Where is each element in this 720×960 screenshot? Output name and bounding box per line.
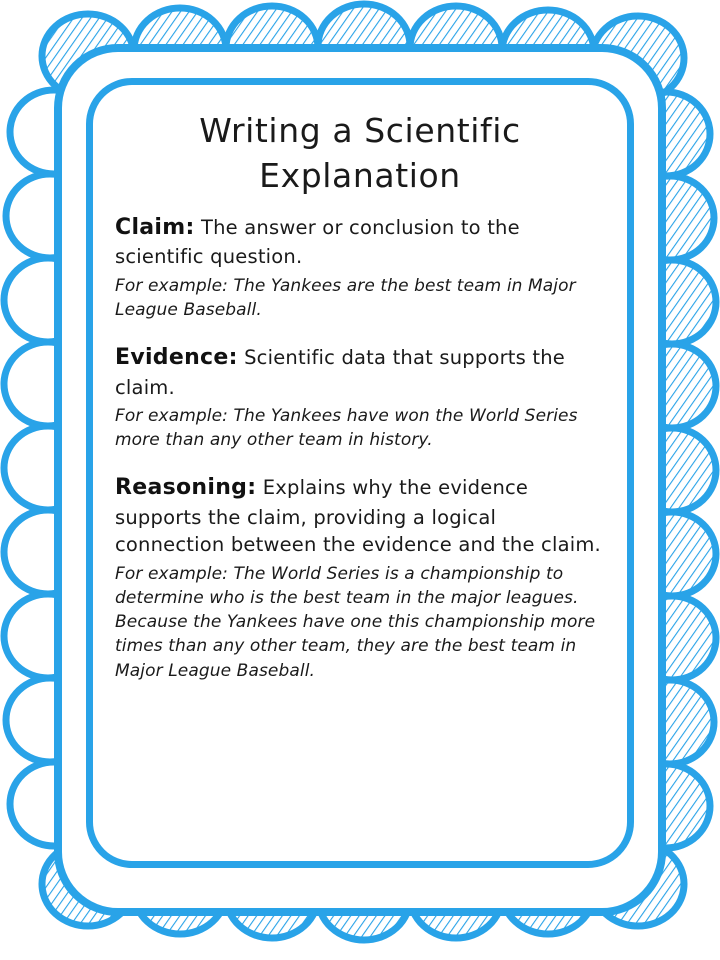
- evidence-example-label: For example:: [115, 406, 228, 427]
- evidence-definition-paragraph: [115, 342, 605, 401]
- page-title-line-2: Explanation: [259, 155, 461, 195]
- reasoning-definition-paragraph: [115, 472, 605, 559]
- evidence-example-text: The Yankees have won the World Series more than any other team in history.: [115, 406, 578, 451]
- reasoning-definition: Explains why the evidence supports the claim, providing a logical connection between the evidence and the claim.: [115, 476, 601, 557]
- claim-definition: The answer or conclusion to the scientific question.: [115, 216, 520, 269]
- reasoning-example-text: The World Series is a championship to determine who is the best team in the major leagues. Because the Yankees have one this championship more times than any other team, they are the best team in Major League Baseball.: [115, 564, 596, 681]
- claim-example-paragraph: [115, 274, 605, 322]
- page-title-line-1: Writing a Scientific: [199, 111, 521, 150]
- content-card: [86, 78, 634, 868]
- page-title: [115, 109, 605, 198]
- reasoning-example-label: For example:: [115, 564, 228, 585]
- evidence-example-paragraph: [115, 404, 605, 452]
- reasoning-term: Reasoning:: [115, 475, 257, 501]
- evidence-term: Evidence:: [115, 345, 238, 371]
- claim-definition-paragraph: [115, 212, 605, 271]
- section-claim: [115, 212, 605, 322]
- section-reasoning: [115, 472, 605, 682]
- claim-example-text: The Yankees are the best team in Major League Baseball.: [115, 276, 576, 321]
- claim-example-label: For example:: [115, 276, 228, 297]
- evidence-definition: Scientific data that supports the claim.: [115, 346, 565, 399]
- reasoning-example-paragraph: [115, 562, 605, 683]
- section-evidence: [115, 342, 605, 452]
- claim-term: Claim:: [115, 215, 195, 241]
